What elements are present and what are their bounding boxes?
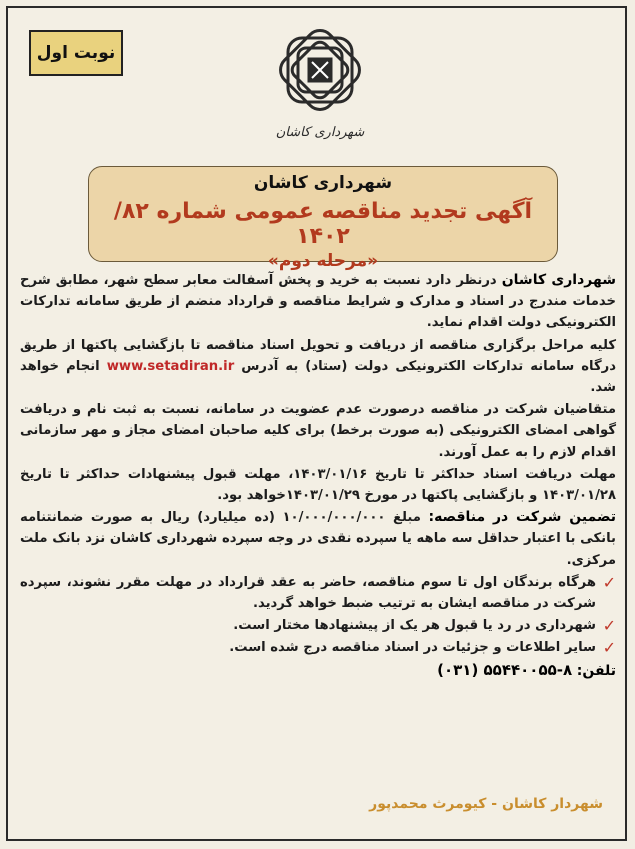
- note-item: ✓ سایر اطلاعات و جزئیات در اسناد مناقصه درج شده است.: [229, 638, 616, 658]
- guarantee-lead: تضمین شرکت در مناقصه:: [428, 509, 617, 526]
- paragraph-intro: [20, 270, 616, 334]
- paragraph-procedure: [20, 335, 616, 399]
- check-icon: ✓: [602, 638, 616, 658]
- guarantee-text: مبلغ ۱۰/۰۰۰/۰۰۰/۰۰۰ (ده میلیارد) ریال به صورت ضمانتنامه بانکی با اعتبار حداقل سه ماهه یا سپرده نقدی در وجه سپرده شهرداری کاشان نزد بانک ملت مرکزی.: [20, 510, 616, 568]
- round-badge: نوبت اول: [29, 30, 123, 76]
- paragraph-guarantee: [20, 507, 616, 571]
- tender-title: آگهی تجدید مناقصه عمومی شماره ۸۲/ ۱۴۰۲: [113, 199, 533, 249]
- ad-body: [20, 270, 616, 683]
- intro-text: درنظر دارد نسبت به خرید و پخش آسفالت معابر سطح شهر، مطابق شرح خدمات مندرج در اسناد و مدارک و شرایط مناقصه و قرارداد منضم از طریق سامانه تدارکات الکترونیکی دولت اقدام نماید.: [20, 273, 616, 331]
- phone-label: تلفن:: [576, 662, 616, 679]
- check-icon: ✓: [602, 572, 616, 592]
- signature-line: شهردار کاشان - کیومرث محمدپور: [369, 796, 603, 812]
- phone-line: [20, 660, 616, 682]
- note-item: ✓ شهرداری در رد یا قبول هر یک از پیشنهادها مختار است.: [233, 616, 616, 636]
- setad-link[interactable]: www.setadiran.ir: [106, 358, 235, 374]
- tender-stage: «مرحله دوم»: [267, 251, 379, 271]
- title-box: [88, 166, 558, 271]
- procedure-end: انجام خواهد شد.: [20, 358, 616, 396]
- check-icon: ✓: [602, 616, 616, 636]
- municipality-logo: [262, 18, 378, 148]
- note-item: ✓ هرگاه برندگان اول تا سوم مناقصه، حاضر به عقد قرارداد در مهلت مقرر نشوند، سپرده شرکت در مناقصه ایشان به ترتیب ضبط خواهد گردید.: [20, 572, 616, 612]
- paragraph-deadlines: مهلت دریافت اسناد حداکثر تا تاریخ ۱۴۰۳/۰۱/۱۶، مهلت قبول پیشنهادات حداکثر تا تاریخ ۱۴۰۳/۰۱/۲۸ و بازگشایی پاکتها در مورخ ۱۴۰۳/۰۱/۲۹خواهد بود.: [20, 466, 616, 504]
- organization-name: شهرداری کاشان: [253, 173, 393, 193]
- logo-text: شهرداری کاشان: [275, 125, 365, 140]
- phone-number: (۰۳۱) ۵۵۴۴۰۰۵۵-۸: [437, 660, 573, 679]
- procedure-text: کلیه مراحل برگزاری مناقصه از دریافت و تحویل اسناد مناقصه تا بازگشایی پاکتها از طریق درگاه سامانه تدارکات الکترونیکی دولت (ستاد) به آدرس: [20, 337, 616, 374]
- paragraph-registration: متقاضیان شرکت در مناقصه درصورت عدم عضویت در سامانه، نسبت به ثبت نام و دریافت گواهی امضای الکترونیکی (به صورت برخط) برای کلیه صاحبان امضای مجاز و مهر سازمانی اقدام لازم را به عمل آورند.: [20, 402, 616, 460]
- logo-emblem-icon: [262, 18, 378, 148]
- intro-lead: شهرداری کاشان: [501, 272, 616, 288]
